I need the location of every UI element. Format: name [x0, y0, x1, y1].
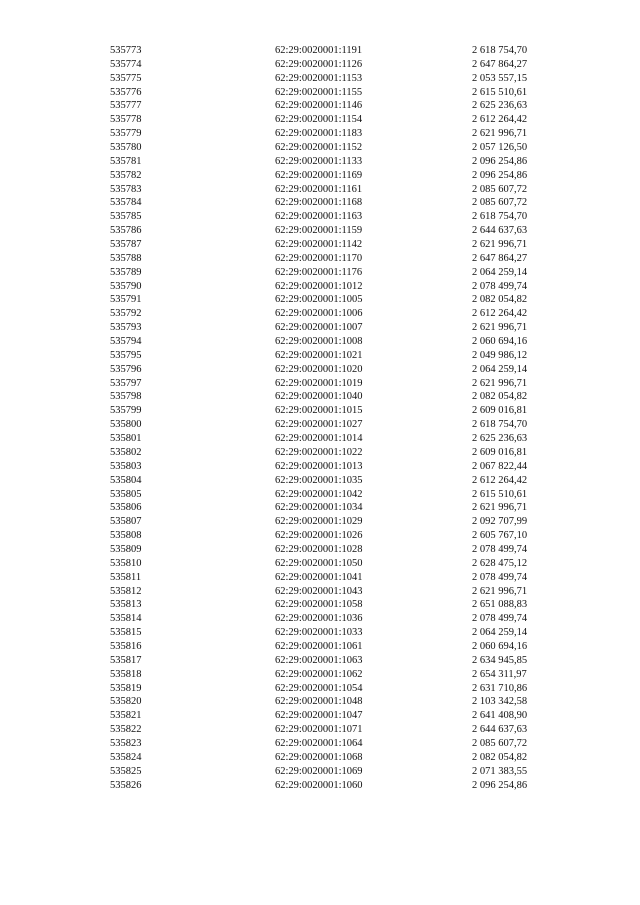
cadastral-number: 62:29:0020001:1013: [275, 460, 363, 472]
cadastral-value: 2 612 264,42: [472, 308, 528, 320]
row-number: 535779: [110, 128, 142, 140]
cadastral-number: 62:29:0020001:1027: [275, 419, 363, 431]
row-number: 535775: [110, 72, 142, 84]
table-row: [0, 737, 640, 751]
cadastral-value: 2 064 259,14: [472, 627, 528, 639]
table-row: [0, 557, 640, 571]
row-number: 535808: [110, 530, 142, 542]
cadastral-number: 62:29:0020001:1029: [275, 516, 363, 528]
table-row: [0, 751, 640, 765]
table-row: [0, 404, 640, 418]
cadastral-number: 62:29:0020001:1126: [275, 58, 363, 70]
table-row: [0, 44, 640, 58]
cadastral-number: 62:29:0020001:1154: [275, 114, 363, 126]
row-number: 535791: [110, 294, 142, 306]
table-row: [0, 612, 640, 626]
table-row: [0, 196, 640, 210]
row-number: 535790: [110, 280, 142, 292]
cadastral-value: 2 082 054,82: [472, 391, 528, 403]
table-row: [0, 529, 640, 543]
cadastral-value: 2 631 710,86: [472, 682, 528, 694]
row-number: 535813: [110, 599, 142, 611]
cadastral-number: 62:29:0020001:1036: [275, 613, 363, 625]
cadastral-value: 2 071 383,55: [472, 765, 528, 777]
cadastral-value: 2 621 996,71: [472, 322, 528, 334]
cadastral-value: 2 103 342,58: [472, 696, 528, 708]
cadastral-value: 2 096 254,86: [472, 155, 528, 167]
table-row: [0, 169, 640, 183]
table-row: [0, 238, 640, 252]
row-number: 535816: [110, 640, 142, 652]
cadastral-value: 2 621 996,71: [472, 128, 528, 140]
cadastral-value: 2 644 637,63: [472, 225, 528, 237]
cadastral-number: 62:29:0020001:1191: [275, 45, 363, 56]
cadastral-value: 2 064 259,14: [472, 363, 528, 375]
cadastral-number: 62:29:0020001:1040: [275, 391, 363, 403]
row-number: 535811: [110, 571, 142, 583]
table-row: [0, 141, 640, 155]
table-row: [0, 58, 640, 72]
table-row: [0, 280, 640, 294]
row-number: 535820: [110, 696, 142, 708]
row-number: 535786: [110, 225, 142, 237]
cadastral-number: 62:29:0020001:1071: [275, 724, 363, 736]
cadastral-value: 2 049 986,12: [472, 349, 528, 361]
cadastral-value: 2 641 408,90: [472, 710, 528, 722]
cadastral-value: 2 647 864,27: [472, 58, 528, 70]
row-number: 535785: [110, 211, 142, 223]
cadastral-number: 62:29:0020001:1048: [275, 696, 363, 708]
row-number: 535823: [110, 737, 142, 749]
row-number: 535822: [110, 724, 142, 736]
cadastral-number: 62:29:0020001:1063: [275, 654, 363, 666]
row-number: 535824: [110, 751, 142, 763]
table-row: [0, 72, 640, 86]
row-number: 535773: [110, 45, 142, 56]
row-number: 535789: [110, 266, 142, 278]
table-row: [0, 765, 640, 779]
cadastral-number: 62:29:0020001:1169: [275, 169, 363, 181]
row-number: 535783: [110, 183, 142, 195]
cadastral-value: 2 612 264,42: [472, 474, 528, 486]
row-number: 535799: [110, 405, 142, 417]
row-number: 535819: [110, 682, 142, 694]
cadastral-value: 2 625 236,63: [472, 433, 528, 445]
cadastral-value: 2 609 016,81: [472, 446, 528, 458]
table-row: [0, 640, 640, 654]
row-number: 535794: [110, 336, 142, 348]
cadastral-number: 62:29:0020001:1033: [275, 627, 363, 639]
row-number: 535817: [110, 654, 142, 666]
table-row: [0, 183, 640, 197]
table-row: [0, 488, 640, 502]
row-number: 535800: [110, 419, 142, 431]
cadastral-value: 2 609 016,81: [472, 405, 528, 417]
cadastral-number: 62:29:0020001:1061: [275, 640, 363, 652]
cadastral-number: 62:29:0020001:1019: [275, 377, 363, 389]
cadastral-value: 2 060 694,16: [472, 336, 528, 348]
cadastral-number: 62:29:0020001:1142: [275, 239, 363, 251]
cadastral-value: 2 621 996,71: [472, 377, 528, 389]
cadastral-number: 62:29:0020001:1035: [275, 474, 363, 486]
cadastral-value: 2 064 259,14: [472, 266, 528, 278]
cadastral-number: 62:29:0020001:1007: [275, 322, 363, 334]
row-number: 535778: [110, 114, 142, 126]
table-row: [0, 293, 640, 307]
cadastral-number: 62:29:0020001:1058: [275, 599, 363, 611]
cadastral-number: 62:29:0020001:1026: [275, 530, 363, 542]
row-number: 535795: [110, 349, 142, 361]
row-number: 535810: [110, 557, 142, 569]
cadastral-value: 2 618 754,70: [472, 211, 528, 223]
row-number: 535788: [110, 252, 142, 264]
cadastral-value: 2 078 499,74: [472, 613, 528, 625]
row-number: 535818: [110, 668, 142, 680]
cadastral-value: 2 651 088,83: [472, 599, 528, 611]
row-number: 535809: [110, 543, 142, 555]
cadastral-value: 2 053 557,15: [472, 72, 528, 84]
cadastral-value: 2 618 754,70: [472, 45, 528, 56]
table-row: [0, 682, 640, 696]
table-row: [0, 349, 640, 363]
cadastral-number: 62:29:0020001:1021: [275, 349, 363, 361]
cadastral-number: 62:29:0020001:1005: [275, 294, 363, 306]
cadastral-value: 2 618 754,70: [472, 419, 528, 431]
cadastral-value: 2 615 510,61: [472, 488, 528, 500]
cadastral-number: 62:29:0020001:1176: [275, 266, 363, 278]
row-number: 535801: [110, 433, 142, 445]
cadastral-number: 62:29:0020001:1022: [275, 446, 363, 458]
table-row: [0, 335, 640, 349]
cadastral-value: 2 644 637,63: [472, 724, 528, 736]
cadastral-number: 62:29:0020001:1163: [275, 211, 363, 223]
cadastral-value: 2 621 996,71: [472, 502, 528, 514]
row-number: 535797: [110, 377, 142, 389]
cadastral-value: 2 085 607,72: [472, 737, 528, 749]
cadastral-value: 2 634 945,85: [472, 654, 528, 666]
table-row: [0, 252, 640, 266]
table-row: [0, 668, 640, 682]
cadastral-number: 62:29:0020001:1014: [275, 433, 363, 445]
table-row: [0, 446, 640, 460]
table-row: [0, 86, 640, 100]
cadastral-number: 62:29:0020001:1069: [275, 765, 363, 777]
cadastral-number: 62:29:0020001:1041: [275, 571, 363, 583]
cadastral-value: 2 082 054,82: [472, 751, 528, 763]
row-number: 535802: [110, 446, 142, 458]
row-number: 535825: [110, 765, 142, 777]
cadastral-number: 62:29:0020001:1060: [275, 779, 363, 791]
cadastral-number: 62:29:0020001:1008: [275, 336, 363, 348]
cadastral-value: 2 078 499,74: [472, 543, 528, 555]
table-row: [0, 598, 640, 612]
cadastral-number: 62:29:0020001:1159: [275, 225, 363, 237]
cadastral-value: 2 060 694,16: [472, 640, 528, 652]
cadastral-value: 2 057 126,50: [472, 142, 528, 154]
cadastral-value: 2 078 499,74: [472, 571, 528, 583]
table-row: [0, 307, 640, 321]
row-number: 535807: [110, 516, 142, 528]
table-row: [0, 210, 640, 224]
data-table: [0, 44, 640, 792]
row-number: 535796: [110, 363, 142, 375]
cadastral-number: 62:29:0020001:1054: [275, 682, 363, 694]
table-row: [0, 127, 640, 141]
cadastral-value: 2 085 607,72: [472, 183, 528, 195]
cadastral-number: 62:29:0020001:1028: [275, 543, 363, 555]
row-number: 535826: [110, 779, 142, 791]
row-number: 535776: [110, 86, 142, 98]
cadastral-number: 62:29:0020001:1020: [275, 363, 363, 375]
row-number: 535821: [110, 710, 142, 722]
row-number: 535784: [110, 197, 142, 209]
table-row: [0, 155, 640, 169]
table-row: [0, 585, 640, 599]
table-row: [0, 99, 640, 113]
cadastral-value: 2 621 996,71: [472, 585, 528, 597]
table-row: [0, 363, 640, 377]
row-number: 535787: [110, 239, 142, 251]
row-number: 535792: [110, 308, 142, 320]
cadastral-value: 2 085 607,72: [472, 197, 528, 209]
cadastral-number: 62:29:0020001:1064: [275, 737, 363, 749]
row-number: 535780: [110, 142, 142, 154]
row-number: 535777: [110, 100, 142, 112]
table-row: [0, 543, 640, 557]
cadastral-value: 2 625 236,63: [472, 100, 528, 112]
cadastral-value: 2 067 822,44: [472, 460, 528, 472]
cadastral-number: 62:29:0020001:1062: [275, 668, 363, 680]
table-row: [0, 723, 640, 737]
row-number: 535804: [110, 474, 142, 486]
table-row: [0, 321, 640, 335]
table-row: [0, 418, 640, 432]
cadastral-value: 2 612 264,42: [472, 114, 528, 126]
table-row: [0, 113, 640, 127]
cadastral-number: 62:29:0020001:1161: [275, 183, 363, 195]
table-row: [0, 501, 640, 515]
cadastral-value: 2 615 510,61: [472, 86, 528, 98]
row-number: 535798: [110, 391, 142, 403]
cadastral-number: 62:29:0020001:1015: [275, 405, 363, 417]
cadastral-value: 2 096 254,86: [472, 169, 528, 181]
row-number: 535815: [110, 627, 142, 639]
cadastral-number: 62:29:0020001:1034: [275, 502, 363, 514]
cadastral-value: 2 096 254,86: [472, 779, 528, 791]
table-row: [0, 390, 640, 404]
table-row: [0, 377, 640, 391]
table-row: [0, 266, 640, 280]
table-row: [0, 432, 640, 446]
row-number: 535782: [110, 169, 142, 181]
cadastral-number: 62:29:0020001:1152: [275, 142, 363, 154]
cadastral-number: 62:29:0020001:1168: [275, 197, 363, 209]
table-row: [0, 779, 640, 793]
row-number: 535806: [110, 502, 142, 514]
row-number: 535793: [110, 322, 142, 334]
row-number: 535774: [110, 58, 142, 70]
cadastral-value: 2 092 707,99: [472, 516, 528, 528]
cadastral-number: 62:29:0020001:1183: [275, 128, 363, 140]
cadastral-number: 62:29:0020001:1155: [275, 86, 363, 98]
table-row: [0, 460, 640, 474]
cadastral-number: 62:29:0020001:1170: [275, 252, 363, 264]
row-number: 535781: [110, 155, 142, 167]
cadastral-number: 62:29:0020001:1133: [275, 155, 363, 167]
table-row: [0, 515, 640, 529]
row-number: 535805: [110, 488, 142, 500]
cadastral-value: 2 647 864,27: [472, 252, 528, 264]
row-number: 535814: [110, 613, 142, 625]
cadastral-number: 62:29:0020001:1006: [275, 308, 363, 320]
cadastral-number: 62:29:0020001:1043: [275, 585, 363, 597]
table-row: [0, 626, 640, 640]
cadastral-value: 2 082 054,82: [472, 294, 528, 306]
table-row: [0, 571, 640, 585]
cadastral-number: 62:29:0020001:1146: [275, 100, 363, 112]
row-number: 535812: [110, 585, 142, 597]
cadastral-value: 2 628 475,12: [472, 557, 528, 569]
cadastral-number: 62:29:0020001:1153: [275, 72, 363, 84]
table-row: [0, 474, 640, 488]
cadastral-number: 62:29:0020001:1042: [275, 488, 363, 500]
cadastral-number: 62:29:0020001:1047: [275, 710, 363, 722]
cadastral-value: 2 621 996,71: [472, 239, 528, 251]
table-row: [0, 695, 640, 709]
cadastral-number: 62:29:0020001:1050: [275, 557, 363, 569]
cadastral-number: 62:29:0020001:1012: [275, 280, 363, 292]
cadastral-number: 62:29:0020001:1068: [275, 751, 363, 763]
cadastral-value: 2 654 311,97: [472, 668, 527, 680]
row-number: 535803: [110, 460, 142, 472]
cadastral-value: 2 605 767,10: [472, 530, 528, 542]
table-row: [0, 654, 640, 668]
table-row: [0, 224, 640, 238]
cadastral-value: 2 078 499,74: [472, 280, 528, 292]
table-row: [0, 709, 640, 723]
